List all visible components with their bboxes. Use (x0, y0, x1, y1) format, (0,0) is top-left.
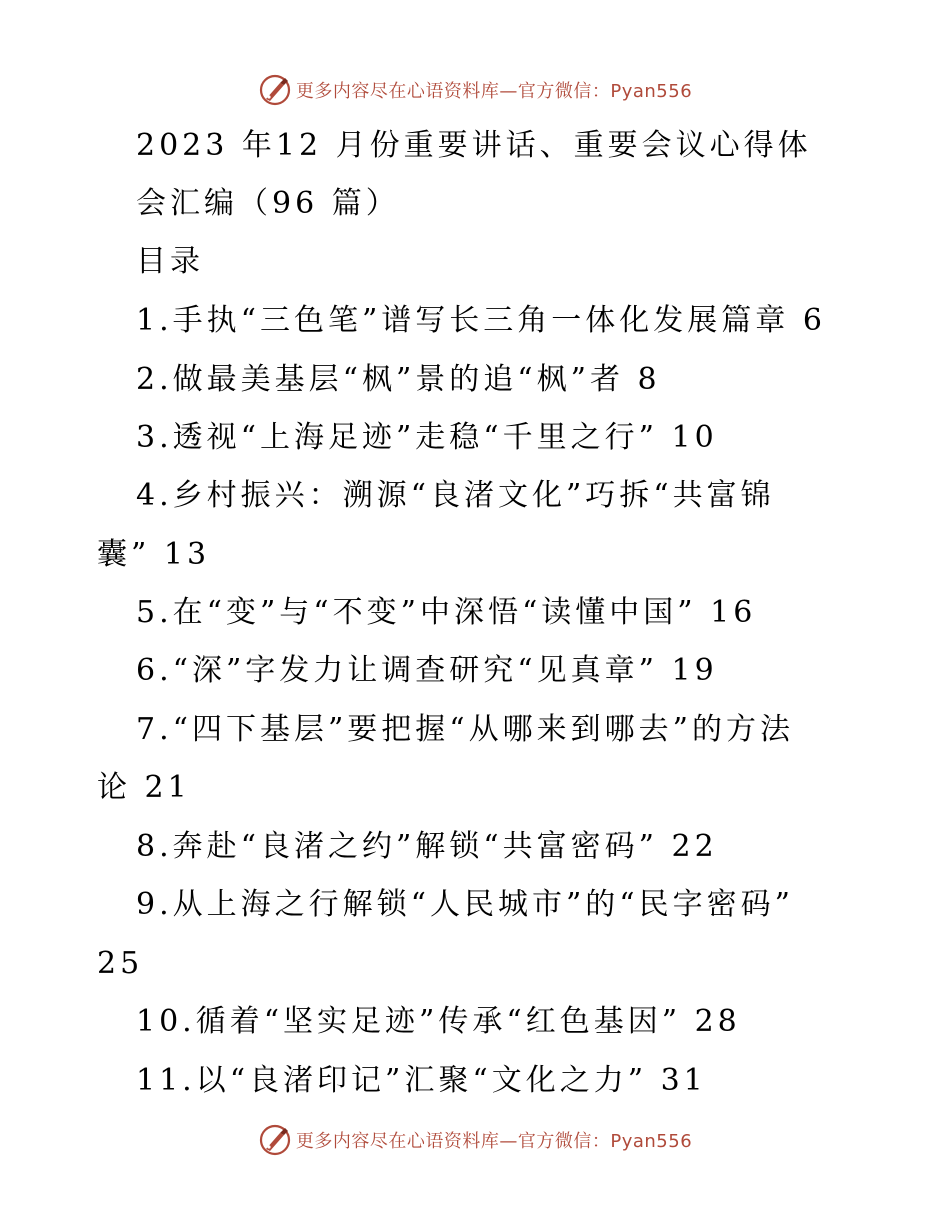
footer-watermark (0, 1120, 950, 1160)
toc-item: 4.乡村振兴：溯源“良渚文化”巧拆“共富锦 (136, 478, 775, 513)
toc-heading: 目录 (136, 244, 204, 279)
watermark-text: 更多内容尽在心语资料库—官方微信：Pyan556 (295, 81, 693, 102)
toc-item: 11.以“良渚印记”汇聚“文化之力” 31 (136, 1063, 707, 1098)
toc-item: 2.做最美基层“枫”景的追“枫”者 8 (136, 362, 661, 397)
toc-item-continuation: 论 21 (97, 770, 191, 805)
pen-nib-logo-icon (258, 73, 292, 107)
header-watermark (0, 70, 950, 110)
toc-item: 9.从上海之行解锁“人民城市”的“民字密码” (136, 887, 794, 922)
toc-item-continuation: 25 (97, 946, 144, 981)
toc-item: 3.透视“上海足迹”走稳“千里之行” 10 (136, 420, 718, 455)
toc-item: 7.“四下基层”要把握“从哪来到哪去”的方法 (136, 712, 794, 747)
toc-item: 5.在“变”与“不变”中深悟“读懂中国” 16 (136, 595, 757, 630)
pen-nib-logo-icon (258, 1123, 292, 1157)
toc-item: 8.奔赴“良渚之约”解锁“共富密码” 22 (136, 829, 718, 864)
toc-item-continuation: 囊” 13 (97, 537, 211, 572)
toc-item: 1.手执“三色笔”谱写长三角一体化发展篇章 6 (136, 303, 826, 338)
toc-item: 10.循着“坚实足迹”传承“红色基因” 28 (136, 1004, 741, 1039)
toc-item: 6.“深”字发力让调查研究“见真章” 19 (136, 653, 718, 688)
document-title-line-1: 2023 年12 月份重要讲话、重要会议心得体 (136, 128, 812, 163)
watermark-text: 更多内容尽在心语资料库—官方微信：Pyan556 (295, 1131, 693, 1152)
document-title-line-2: 会汇编（96 篇） (136, 186, 400, 221)
